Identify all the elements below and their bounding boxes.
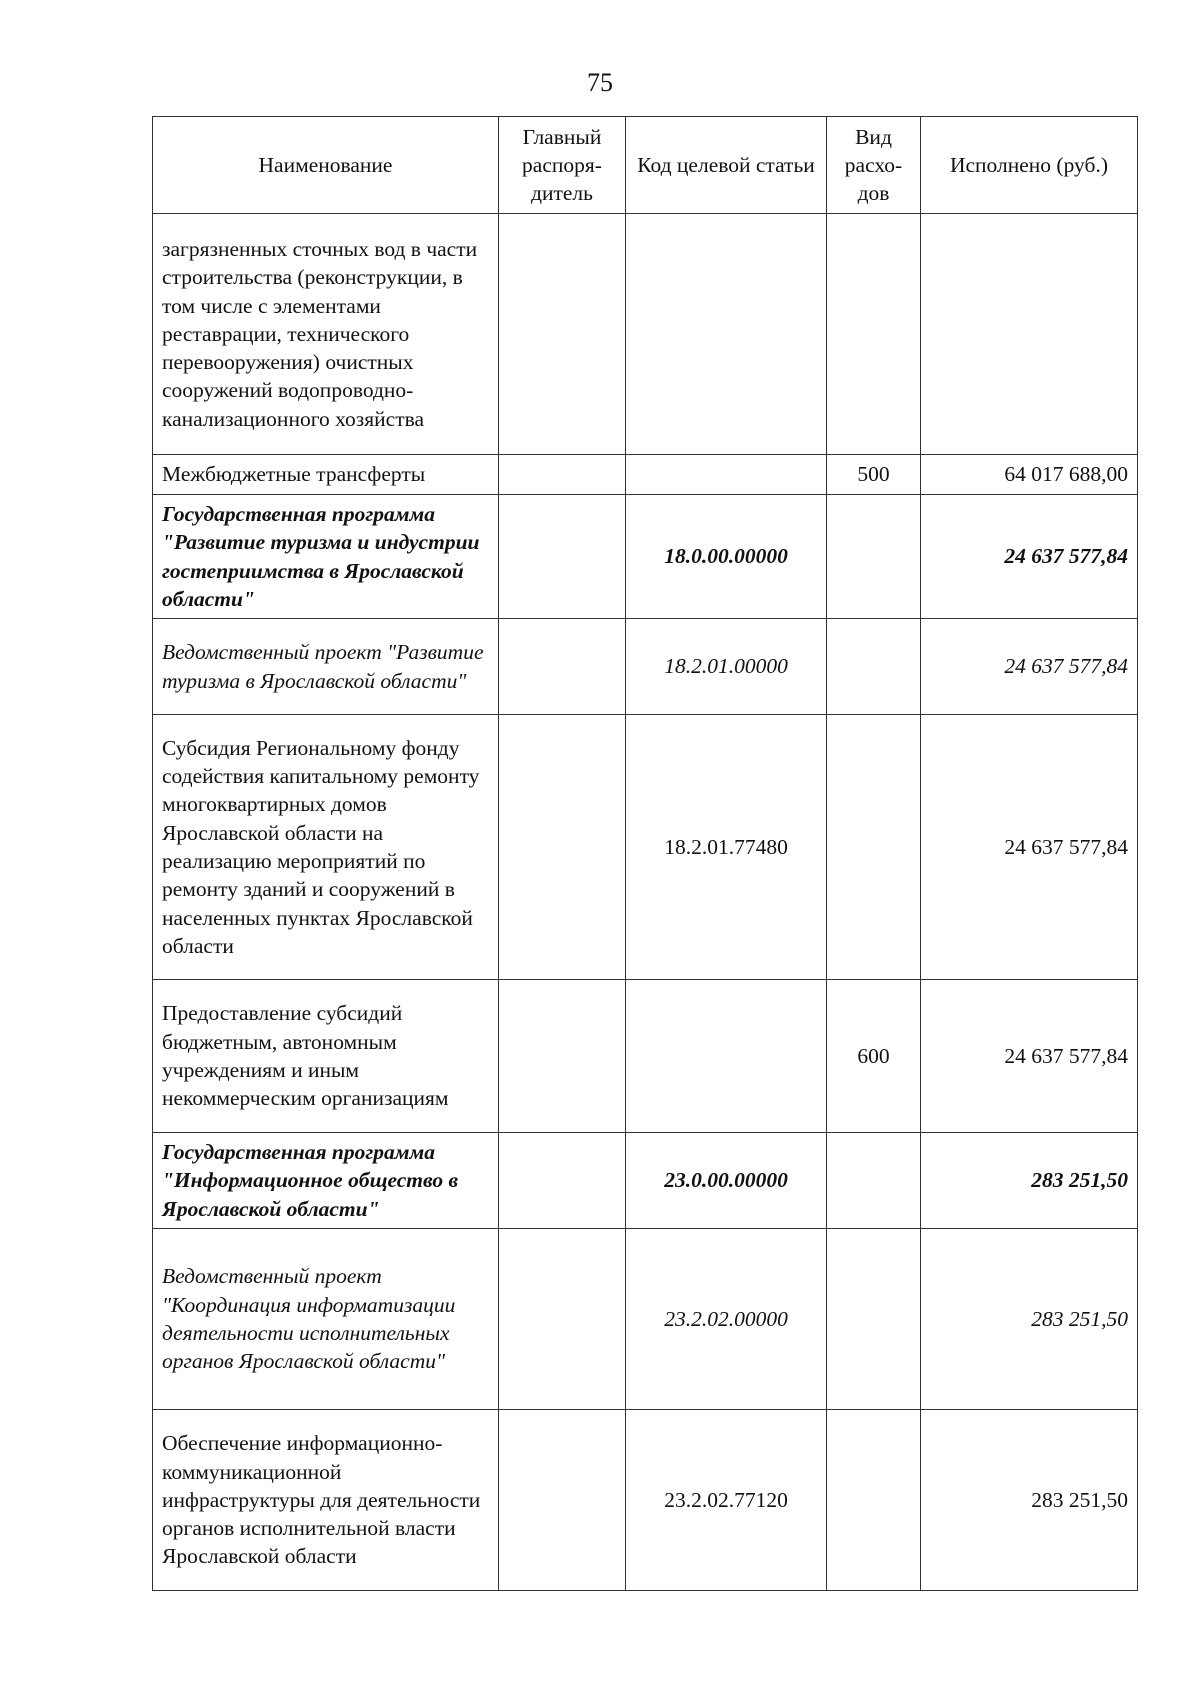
page-number: 75 — [587, 68, 613, 97]
cell-executed: 24 637 577,84 — [921, 619, 1138, 715]
table-header-row — [153, 117, 1138, 214]
table-row — [153, 1133, 1138, 1229]
cell-target-code: 23.2.02.00000 — [626, 1229, 827, 1410]
cell-name: Государственная программа "Развитие туризма и индустрии гостеприимства в Ярославской области" — [153, 495, 499, 619]
cell-target-code — [626, 980, 827, 1133]
cell-expense-type — [827, 495, 921, 619]
cell-executed: 64 017 688,00 — [921, 455, 1138, 495]
cell-main-manager — [499, 455, 626, 495]
cell-main-manager — [499, 715, 626, 980]
cell-expense-type — [827, 1229, 921, 1410]
header-target-code: Код целевой статьи — [626, 117, 827, 214]
header-executed: Исполнено (руб.) — [921, 117, 1138, 214]
cell-main-manager — [499, 214, 626, 455]
cell-expense-type — [827, 1410, 921, 1591]
table-row — [153, 715, 1138, 980]
cell-name: Межбюджетные трансферты — [153, 455, 499, 495]
cell-main-manager — [499, 1229, 626, 1410]
table-row — [153, 495, 1138, 619]
cell-executed: 283 251,50 — [921, 1229, 1138, 1410]
header-main-manager: Главный распоря-дитель — [499, 117, 626, 214]
cell-target-code — [626, 455, 827, 495]
cell-main-manager — [499, 1133, 626, 1229]
table-row — [153, 619, 1138, 715]
cell-name: Ведомственный проект "Координация информатизации деятельности исполнительных органов Ярославской области" — [153, 1229, 499, 1410]
table-row — [153, 214, 1138, 455]
cell-executed: 283 251,50 — [921, 1133, 1138, 1229]
cell-executed: 24 637 577,84 — [921, 495, 1138, 619]
cell-name: Предоставление субсидий бюджетным, автономным учреждениям и иным некоммерческим организациям — [153, 980, 499, 1133]
cell-name: Обеспечение информационно-коммуникационной инфраструктуры для деятельности органов исполнительной власти Ярославской области — [153, 1410, 499, 1591]
cell-executed: 24 637 577,84 — [921, 715, 1138, 980]
cell-expense-type: 500 — [827, 455, 921, 495]
cell-expense-type: 600 — [827, 980, 921, 1133]
cell-target-code: 23.0.00.00000 — [626, 1133, 827, 1229]
cell-target-code — [626, 214, 827, 455]
cell-executed: 283 251,50 — [921, 1410, 1138, 1591]
table-row — [153, 1229, 1138, 1410]
header-name: Наименование — [153, 117, 499, 214]
cell-expense-type — [827, 1133, 921, 1229]
cell-main-manager — [499, 1410, 626, 1591]
cell-expense-type — [827, 715, 921, 980]
cell-executed: 24 637 577,84 — [921, 980, 1138, 1133]
table-row — [153, 980, 1138, 1133]
cell-main-manager — [499, 980, 626, 1133]
cell-target-code: 18.2.01.00000 — [626, 619, 827, 715]
cell-name: Ведомственный проект "Развитие туризма в Ярославской области" — [153, 619, 499, 715]
cell-target-code: 18.0.00.00000 — [626, 495, 827, 619]
budget-table — [152, 116, 1138, 1591]
table-row — [153, 455, 1138, 495]
cell-executed — [921, 214, 1138, 455]
cell-target-code: 18.2.01.77480 — [626, 715, 827, 980]
cell-expense-type — [827, 619, 921, 715]
cell-target-code: 23.2.02.77120 — [626, 1410, 827, 1591]
cell-name: Государственная программа "Информационное общество в Ярославской области" — [153, 1133, 499, 1229]
cell-main-manager — [499, 619, 626, 715]
cell-expense-type — [827, 214, 921, 455]
table-row — [153, 1410, 1138, 1591]
header-expense-type: Вид расхо-дов — [827, 117, 921, 214]
cell-main-manager — [499, 495, 626, 619]
cell-name: загрязненных сточных вод в части строительства (реконструкции, в том числе с элементами реставрации, технического перевооружения) очистных сооружений водопроводно-канализационного хозяйства — [153, 214, 499, 455]
cell-name: Субсидия Региональному фонду содействия капитальному ремонту многоквартирных домов Ярославской области на реализацию мероприятий по ремонту зданий и сооружений в населенных пунктах Ярославской области — [153, 715, 499, 980]
